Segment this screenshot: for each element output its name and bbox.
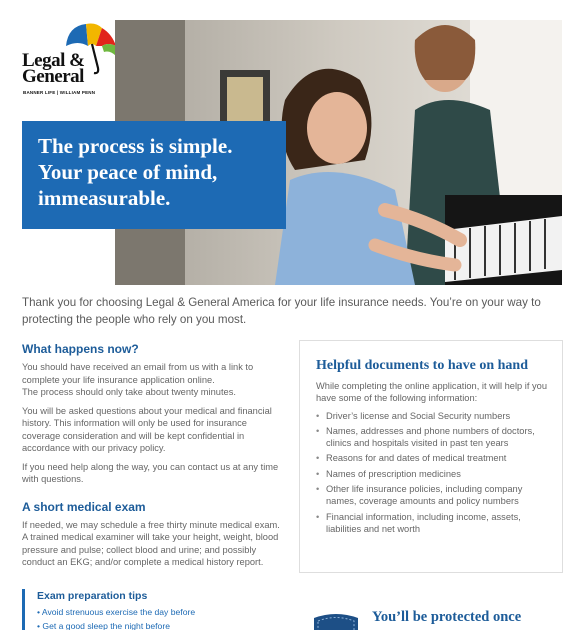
documents-heading: Helpful documents to have on hand (316, 358, 528, 373)
medical-exam-heading: A short medical exam (22, 499, 146, 514)
protected-heading: You’ll be protected once (372, 609, 522, 625)
logo-subline: BANNER LIFE | WILLIAM PENN (23, 90, 96, 95)
list-item: • Financial information, including income, assets, liabilities and net worth (316, 511, 548, 536)
headline-line-1: The process is simple. (38, 134, 233, 158)
logo-text-legal: Legal & (22, 50, 85, 71)
exam-tip-item: • Get a good sleep the night before (37, 621, 170, 630)
list-item: • Other life insurance policies, including company names, coverage amounts and policy numbers (316, 483, 548, 508)
list-item: • Names of prescription medicines (316, 468, 548, 480)
what-happens-p3: If you need help along the way, you can contact us at any time with questions. (22, 461, 279, 484)
logo-text-general: General (22, 66, 84, 87)
company-logo (22, 22, 118, 94)
headline-box (22, 121, 286, 229)
headline-line-3: immeasurable. (38, 186, 171, 210)
what-happens-p1b: The process should only take about twenty minutes. (22, 387, 236, 397)
headline-line-2: Your peace of mind, (38, 160, 218, 184)
intro-paragraph: Thank you for choosing Legal & General America for your life insurance needs. You’re on your way to protecting the people who rely on you most. (22, 296, 541, 326)
documents-list (316, 410, 548, 536)
shield-badge-icon (310, 612, 362, 630)
what-happens-p2: You will be asked questions about your medical and financial history. This information will only be used for insurance coverage consideration and will be kept confidential in accordance with our privacy policy. (22, 405, 272, 453)
what-happens-heading: What happens now? (22, 342, 139, 356)
exam-tips-box (22, 589, 284, 630)
documents-intro: While completing the online application, it will help if you have some of the following information: (316, 381, 547, 404)
exam-tip-item: • Avoid strenuous exercise the day before (37, 607, 196, 617)
list-item: • Reasons for and dates of medical treatment (316, 452, 548, 464)
list-item: • Driver’s license and Social Security numbers (316, 410, 548, 422)
exam-tips-heading: Exam preparation tips (37, 590, 148, 602)
left-column (22, 342, 284, 575)
list-item: • Names, addresses and phone numbers of doctors, clinics and hospitals visited in past ten years (316, 425, 548, 450)
helpful-documents-box (299, 340, 563, 573)
medical-exam-p1: If needed, we may schedule a free thirty minute medical exam. A trained medical examiner will take your height, weight, blood pressure and pulse; collect blood and urine; and possibly conduct an EKG; and/or complete a medical history report. (22, 519, 280, 567)
what-happens-p1: You should have received an email from us with a link to complete your life insurance application online. (22, 362, 254, 385)
